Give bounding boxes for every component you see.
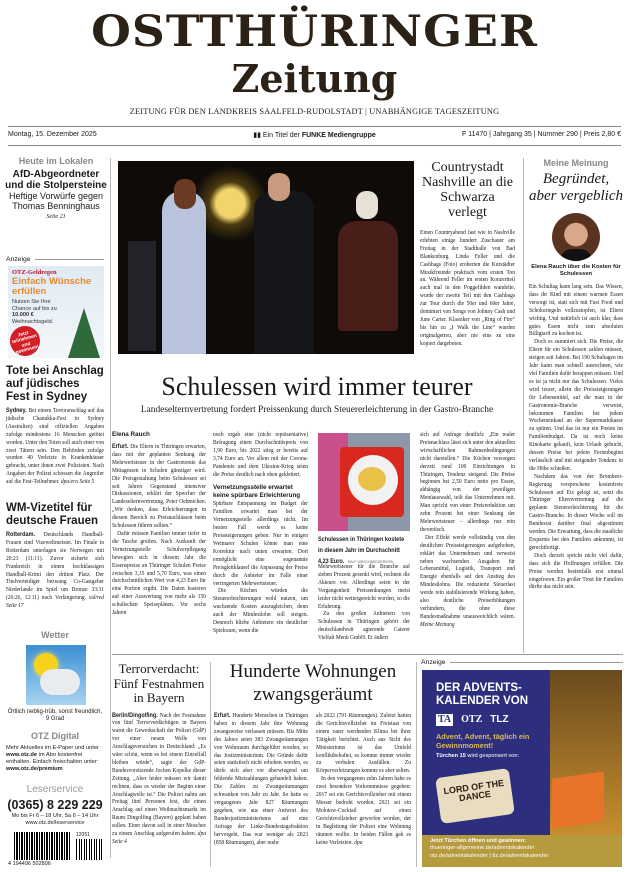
weather-title: Wetter (41, 630, 69, 640)
ad-footer: Jetzt Türchen öffnen und gewinnen: thueringer-allgemeine.de/adventskalender otz.de/adventskalender | tlz.de/adventskalender (422, 835, 622, 867)
publisher-logos: TA OTZ TLZ (438, 714, 509, 725)
author-portrait (552, 213, 600, 261)
headline: WM-Vizetitel für deutsche Frauen (6, 502, 99, 527)
teaser-headline: AfD-Abgeordneter und die Stolpersteine (5, 169, 107, 191)
ad-title: DER ADVENTS-KALENDER VON (436, 682, 529, 707)
ad-text: Nutzen Sie Ihre Chance auf bis zu 10.000 € Weihnachtsgeld. (12, 299, 57, 325)
ad-label: Anzeige (6, 256, 104, 263)
photo-caption: Schulessen in Thüringen kostete in diesem Jahr im Durchschnitt 4,23 Euro. RALF HIRSCHBERGER/DPA (318, 536, 405, 565)
column-divider (523, 158, 524, 653)
opinion-article[interactable] (529, 158, 623, 591)
door-text: Türchen 15 wird gesponsert von: (436, 753, 520, 759)
service-link[interactable]: www.otz.de/leserservice (25, 820, 85, 826)
lead-column-2: noch ergab eine (nicht repräsentative) Befragung einen Durchschnittspreis von 1,90 Euro, bis 2022 stieg er bereits auf 3,74 Euro an. Vor allem mit der Corona-Pandemie und dem Ukraine-Krieg seien die Preise deutlich nach oben geklettert. Vernetzungsstelle erwartet keine spürbare Erleichterung Spürbare Entspannung im Budget der Familien erwartet man bei der Vernetzungsstelle allerdings nicht. Im besten Fall werde es keine Preissteigerungen geben. Nur in einigen Weimarer Schulen könne man eine Korrektur nach unten erwarten. Dort ermöglicht eine sogenannte Preisgleitklausel die Anpassung der Preise durch die Anbieter im Falle einer verringerten Mehrwertsteuer. Die Küchen würden die Steuererleichterungen wohl nutzen, um wachsende Kosten auszugleichen, denn auch der Mindestlohn soll steigen. Dennoch bliebe Anbietern ein deutlicher Spielraum, wenn die (213, 431, 308, 634)
subhead: Vernetzungsstelle erwartet keine spürbare Erleichterung (213, 484, 301, 500)
concert-photo (118, 161, 414, 354)
otz-link[interactable]: www.otz.de (6, 752, 38, 758)
headline: Countrystadt Nashville an die Schwarza verlegt (422, 160, 513, 220)
headline: Begründet, aber vergeblich (529, 171, 623, 204)
funke-icon: ▮▮ (253, 132, 263, 139)
portrait-caption: Elena Rauch über die Kosten für Schulessen (531, 264, 621, 277)
weather-text: Örtlich neblig-trüb, sonst freundlich, 9 Grad (7, 709, 103, 722)
wm-article[interactable]: WM-Vizetitel für deutsche Frauen Rotterdam. Deutschlands Handball-Frauen sind Vizeweltmeister. Im Finale in Rotterdam unterlagen sie Norwegen mit 20:23 (11:11). Zuvor sicherte sich Frankreich in einem hochklassigen Handball-Krimi den dritten Platz. Der Titelverteidiger bezwang Co-Gastgeber Niederlande im Spiel um Bronze 33:31 (26:26, 12:11) nach Verlängerung. sid/red Seite 17 (6, 502, 104, 610)
service-hours: Mo bis Fr 6 – 18 Uhr, Sa 6 – 14 Uhr www.otz.de/leserservice (4, 813, 106, 827)
ad-badge: Jetzt teilnehmen und gewinnen! (8, 323, 43, 358)
ad-label: Anzeige (421, 659, 623, 666)
lead-subheadline: Landeselternvertretung fordert Preissenkung durch Steuererleichterung in der Gastro-Branche (140, 405, 494, 415)
housing-column-2: als 2022 (791 Räumungen). Zuletzt hatten die Gerichtsvollzieher im Freistaat von einem rauer werdenden Klima bei ihrer Tätigkeit berichtet. Auch aus Sicht des Ministeriums ist das Umfeld konfliktbehaftet, es komme immer wieder zu verbalen Ausfällen. Zu Körperverletzungen komme es aber selten. In den vergangenen zehn Jahren habe es zwei besondere Vorkommnisse gegeben: 2017 sei ein Gerichtsvollzieher mit einem Messer bedroht worden. 2021 sei ein Molotow-Cocktail auf einen Gerichtsvollzieher geworfen worden, der in Begleitung der Polizei eine Wohnung räumen wollte. In beiden Fällen gab es keine Verletzten. dpa (316, 712, 411, 846)
phone-number: (0365) 8 229 229 (7, 798, 103, 812)
housing-column-1: Erfurt. Hunderte Menschen in Thüringen haben in diesem Jahr ihre Wohnung zwangsweise verlassen müssen. Bis Mitte des Jahres seien 383 Zwangsräumungen von Wohnraum durchgeführt worden, so das Justizministerium. Die Gründe dafür seien statistisch nicht erhoben worden, es dürfe sich aber vor überwiegend um fehlende Mietzahlungen gehandelt haben. Die Zahlen zu Zwangsräumungen schwanken von Jahr zu Jahr. So hatte es vergangenes Jahr 827 Räumungen gegeben, wie aus einer Antwort des Bundesjustizministeriums auf eine Anfrage der Linke-Bundestagsfraktion hervorgeht. Das war weniger als 2023 (858 Räumungen), aber mehr (214, 712, 308, 846)
lead-column-1: Elena Rauch Erfurt. Die Eltern in Thüringen erwarten, dass mit der geplanten Senkung der Mehrwertsteuer in der Gastronomie das Mittagessen in Schulen günstiger wird. Die Preisgestaltung beim Schulessen sei seit Jahren Gegenstand intensiver Diskussionen, erklärt der Sprecher der Landeselternvertretung, Peter Oehmichen. „Wir denken, dass Erleichterungen in diesem Bereich zu Preisnachlässen beim Schulessen führen sollten.“ Dafür müssen Familien immer tiefer in die Tasche greifen. Nach Auskunft der Vernetzungsstelle Schulverpflegung bewegten sich in diesem Jahr die Essenspreise an Thüringer Schulen Preise zwischen 3,35 und 5,70 Euro, was einen durchschnittlichen Wert von 4,23 Euro für eine Portion ergibt. Die Daten basieren auf einer Auswertung von mehr als 150 schulischen Speiseplänen. Vor sechs Jahren (112, 431, 206, 617)
column-divider (110, 158, 111, 858)
school-meal-photo (318, 433, 410, 531)
sponsor-tag: LORD OF THE DANCE (435, 768, 515, 824)
otz-geldregen-ad[interactable] (8, 266, 104, 358)
lead-column-4: sich auf Anfrage deutlich: „Ein realer Preisnachlass lässt sich unter den aktuellen wirtschaftlichen Rahmenbedingungen nicht darstellen.“ Die Küchen versorgen derzeit rund 100 Einrichtungen in Thüringen, Tendenz steigend. Die Preise beginnen bei 2,50 Euro netto pro Essen, abhängig von der jeweiligen Menüauswahl, teilt das Unternehmen mit. Man spricht von einer Preisreduktion um zehn Prozent bei einer Senkung der Mehrwertsteuer – allerdings nur rein theoretisch. Der Effekt werde vollständig von den deutlichen Preissteigerungen aufgehoben, erklärt das Unternehmen und verweist neben wachsenden Ausgaben für Lebensmittel, Logistik, Transport und Energie ebenfalls auf den Anstieg des Mindestlohns. Die reduzierte Steuerlast werde rein stabilisierende Wirkung haben, also deutliche Preiserhöhungen verhindern, die ohne diese Bundesmaßnahme unausweichlich wären. Meine Meinung (420, 431, 515, 628)
digital-title: OTZ Digital (31, 731, 79, 741)
masthead-title: OSTTHÜRINGER (91, 7, 538, 57)
country-article[interactable] (420, 160, 515, 348)
ad-link[interactable]: thueringer-allgemeine.de/adventskalender (430, 845, 535, 852)
barcode: 12051 4 194496 502806 (8, 832, 103, 868)
ad-brand: OTZ-Geldregen (12, 269, 57, 276)
tagline: ZEITUNG FÜR DEN LANDKREIS SAALFELD-RUDOLSTADT | UNABHÄNGIGE TAGESZEITUNG (129, 107, 500, 116)
sydney-article[interactable]: Tote bei Anschlag auf jüdisches Fest in Sydney Sydney. Bei einem Terroranschlag auf das jüdische Chanukka-Fest in Sydney (Australien) sind offiziellen Angaben zufolge mindestens 16 Menschen getötet worden. Unter den Toten soll auch einer von zwei Tätern sein. Den Behörden zufolge wurden 40 Verletzte in Krankenhäuser gebracht, unter ihnen zwei Polizisten. Nach Angaben der Polizei schossen die Angreifer auf die Fest-Teilnehmer. dpa/era Seite 5 (6, 365, 104, 486)
ad-title: Einfach Wünsche erfüllen (12, 276, 92, 297)
kicker: Meine Meinung (543, 158, 609, 168)
christmas-tree-icon (68, 308, 100, 358)
page-ref: Seite 21 (46, 214, 66, 220)
divider (8, 145, 621, 146)
premium-link[interactable]: www.otz.de/premium (6, 766, 63, 772)
publisher: ▮▮ Ein Titel der FUNKE Mediengruppe (253, 132, 376, 139)
masthead-subtitle: Zeitung (231, 56, 398, 101)
ad-link[interactable]: otz.de/adventskalender | tlz.de/adventskalender (430, 852, 549, 859)
headline: Terrorverdacht: Fünf Festnahmen in Bayern (113, 661, 205, 705)
advent-calendar-ad[interactable] (422, 670, 622, 867)
weather-icon (26, 645, 86, 705)
article-text: Einen Countryabend fast wie in Nashville erlebten einige hundert Zuschauer am Freitag in der Stadthalle von Bad Blankenburg. Linda Feller und die Cashbags (Foto) eroberten die Kurstädter Musikfreunde praktisch vom ersten Ton an. Während Feller im ersten Konzertteil auch mal in den Poggefilden wandelte, wurde der zweite Teil mit den Cashbags zur Tour durch die 50er und 60er Jahre, dominiert von Songs von Johnny Cash und June Carter. Klassiker von „Ring of Fire“ bis hin zu „I Walk the Line“ wurden originalgetreu, aber nie eins zu eins kopiert dargeboten. (420, 229, 515, 347)
kicker: Heute im Lokalen (18, 156, 94, 166)
opinion-ref[interactable]: Meine Meinung (420, 620, 455, 628)
photo-credit: RALF HIRSCHBERGER/DPA (347, 559, 393, 564)
ad-slogan: Advent, Advent, täglich ein Gewinnmoment! (436, 732, 530, 750)
date: Montag, 15. Dezember 2025 (8, 131, 97, 138)
author: Elena Rauch (112, 431, 150, 438)
terror-article[interactable]: Terrorverdacht: Fünf Festnahmen in Bayern Berlin/Dingolfing. Nach der Festnahme von fünf Terrorverdächtigen in Bayern warnt die Gewerkschaft der Polizei (GdP) vor einer neuen Welle von Anschlagsversuchen in Deutschland: „Es wäre schön, wenn es bei einem Einzelfall bleiben würde“, sagte der GdP-Bundesvorsitzende Jochen Kopelke dieser Zeitung. „Aber leider müssen wir damit rechnen, dass es wieder der Beginn einer Anschlagwelle ist.“ Die Polizei nahm am Freitag fünf Personen fest, die einen Anschlag auf einen Weihnachtsmarkt im Raum Dingolfing (Bayern) geplant haben sollen. Einer davon soll in einer Moschee zu einem Anschlag aufgerufen haben. dpa Seite 4 (112, 661, 206, 845)
column-divider (210, 662, 211, 867)
lead-headline[interactable]: Schulessen wird immer teurer (161, 372, 473, 401)
service-title: Leserservice (26, 784, 84, 795)
divider (112, 654, 623, 655)
digital-text: Mehr Aktuelles im E-Paper und unter www.otz.de im Abo kostenfrei enthalten. Einfach freischalten unter: www.otz.de/premium (6, 745, 99, 772)
lead-column-3: Mehrwertsteuer für die Branche auf sieben Prozent gesenkt wird, rechnen die Akteure vor. Allerdings seien in der Vergangenheit Preissenkungen meist leider nicht weitergereicht worden, so die Erfahrung. Zu den großen Anbietern von Schulessen in Thüringen gehört der deutschlandweit agierende Caterer Vielfalt Menü GmbH. Er äußert (318, 563, 410, 642)
local-teaser[interactable] (5, 156, 107, 220)
headline: Tote bei Anschlag auf jüdisches Fest in Sydney (6, 365, 104, 403)
issue-info: F 11470 | Jahrgang 35 | Nummer 290 | Preis 2,80 € (461, 131, 621, 138)
divider (8, 126, 621, 127)
headline[interactable]: Hunderte Wohnungen zwangsgeräumt (229, 661, 397, 705)
column-divider (416, 662, 417, 867)
teaser-sub: Heftige Vorwürfe gegen Thomas Benninghaus (8, 191, 104, 211)
opinion-text: Ein Schultag kann lang sein. Das Wissen, dass ihr Kind mit einem warmen Essen versorgt ist, statt sich mit Fast Food und Schokoriegeln vollzustopfen, ist Eltern wichtig. Und natürlich ist auch klar, dass gutes Essen nicht zum absoluten Billigtarif zu kochen ist. Doch es summiert sich. Die Preise, die Eltern für ein Schulessen zahlen müssen, steigen seit Jahren. Bei 190 Schultagen im Jahr kann man schnell ausrechnen, wie viel Familien dafür berappen müssen. Und es ist ja nicht nur das Schulessen. Vieles wird teurer, allein die Preissteigerungen für Lebensmittel, auf die man in der Gastronomie-Branche verweist, bekommen Familien bei jedem Wocheneinkauf an der Supermarktkasse zu spüren. Und das ist nur ein Posten im Familienbudget. Da ist noch keine Kinokarte gekauft, kein Urlaub gebucht, dessen Preise bei jedem Ferienbeginn verlässlich und mit steigender Tendenz in die Höhe schießen. Nachdem das von der Brombeer-Regierung versprochene kostenfreie Schulessen auf Eis gelegt ist, setzt die Thüringer Elternvertretung auf die geplante Steuererleichterung für die Gastro-Branche. In dieser Woche soll im Bundesrat darüber final abgestimmt werden. Die Erwartung, dass die staatliche Ersparnis bei den Familien ankommt, ist gerechtfertigt. Doch derzeit spricht nicht viel dafür, dass sich die Hoffnungen erfüllen. Die Preise werden bestenfalls erst einmal eingefroren. Ein großer Trost für Familien dürfte das nicht sein. (529, 283, 623, 591)
